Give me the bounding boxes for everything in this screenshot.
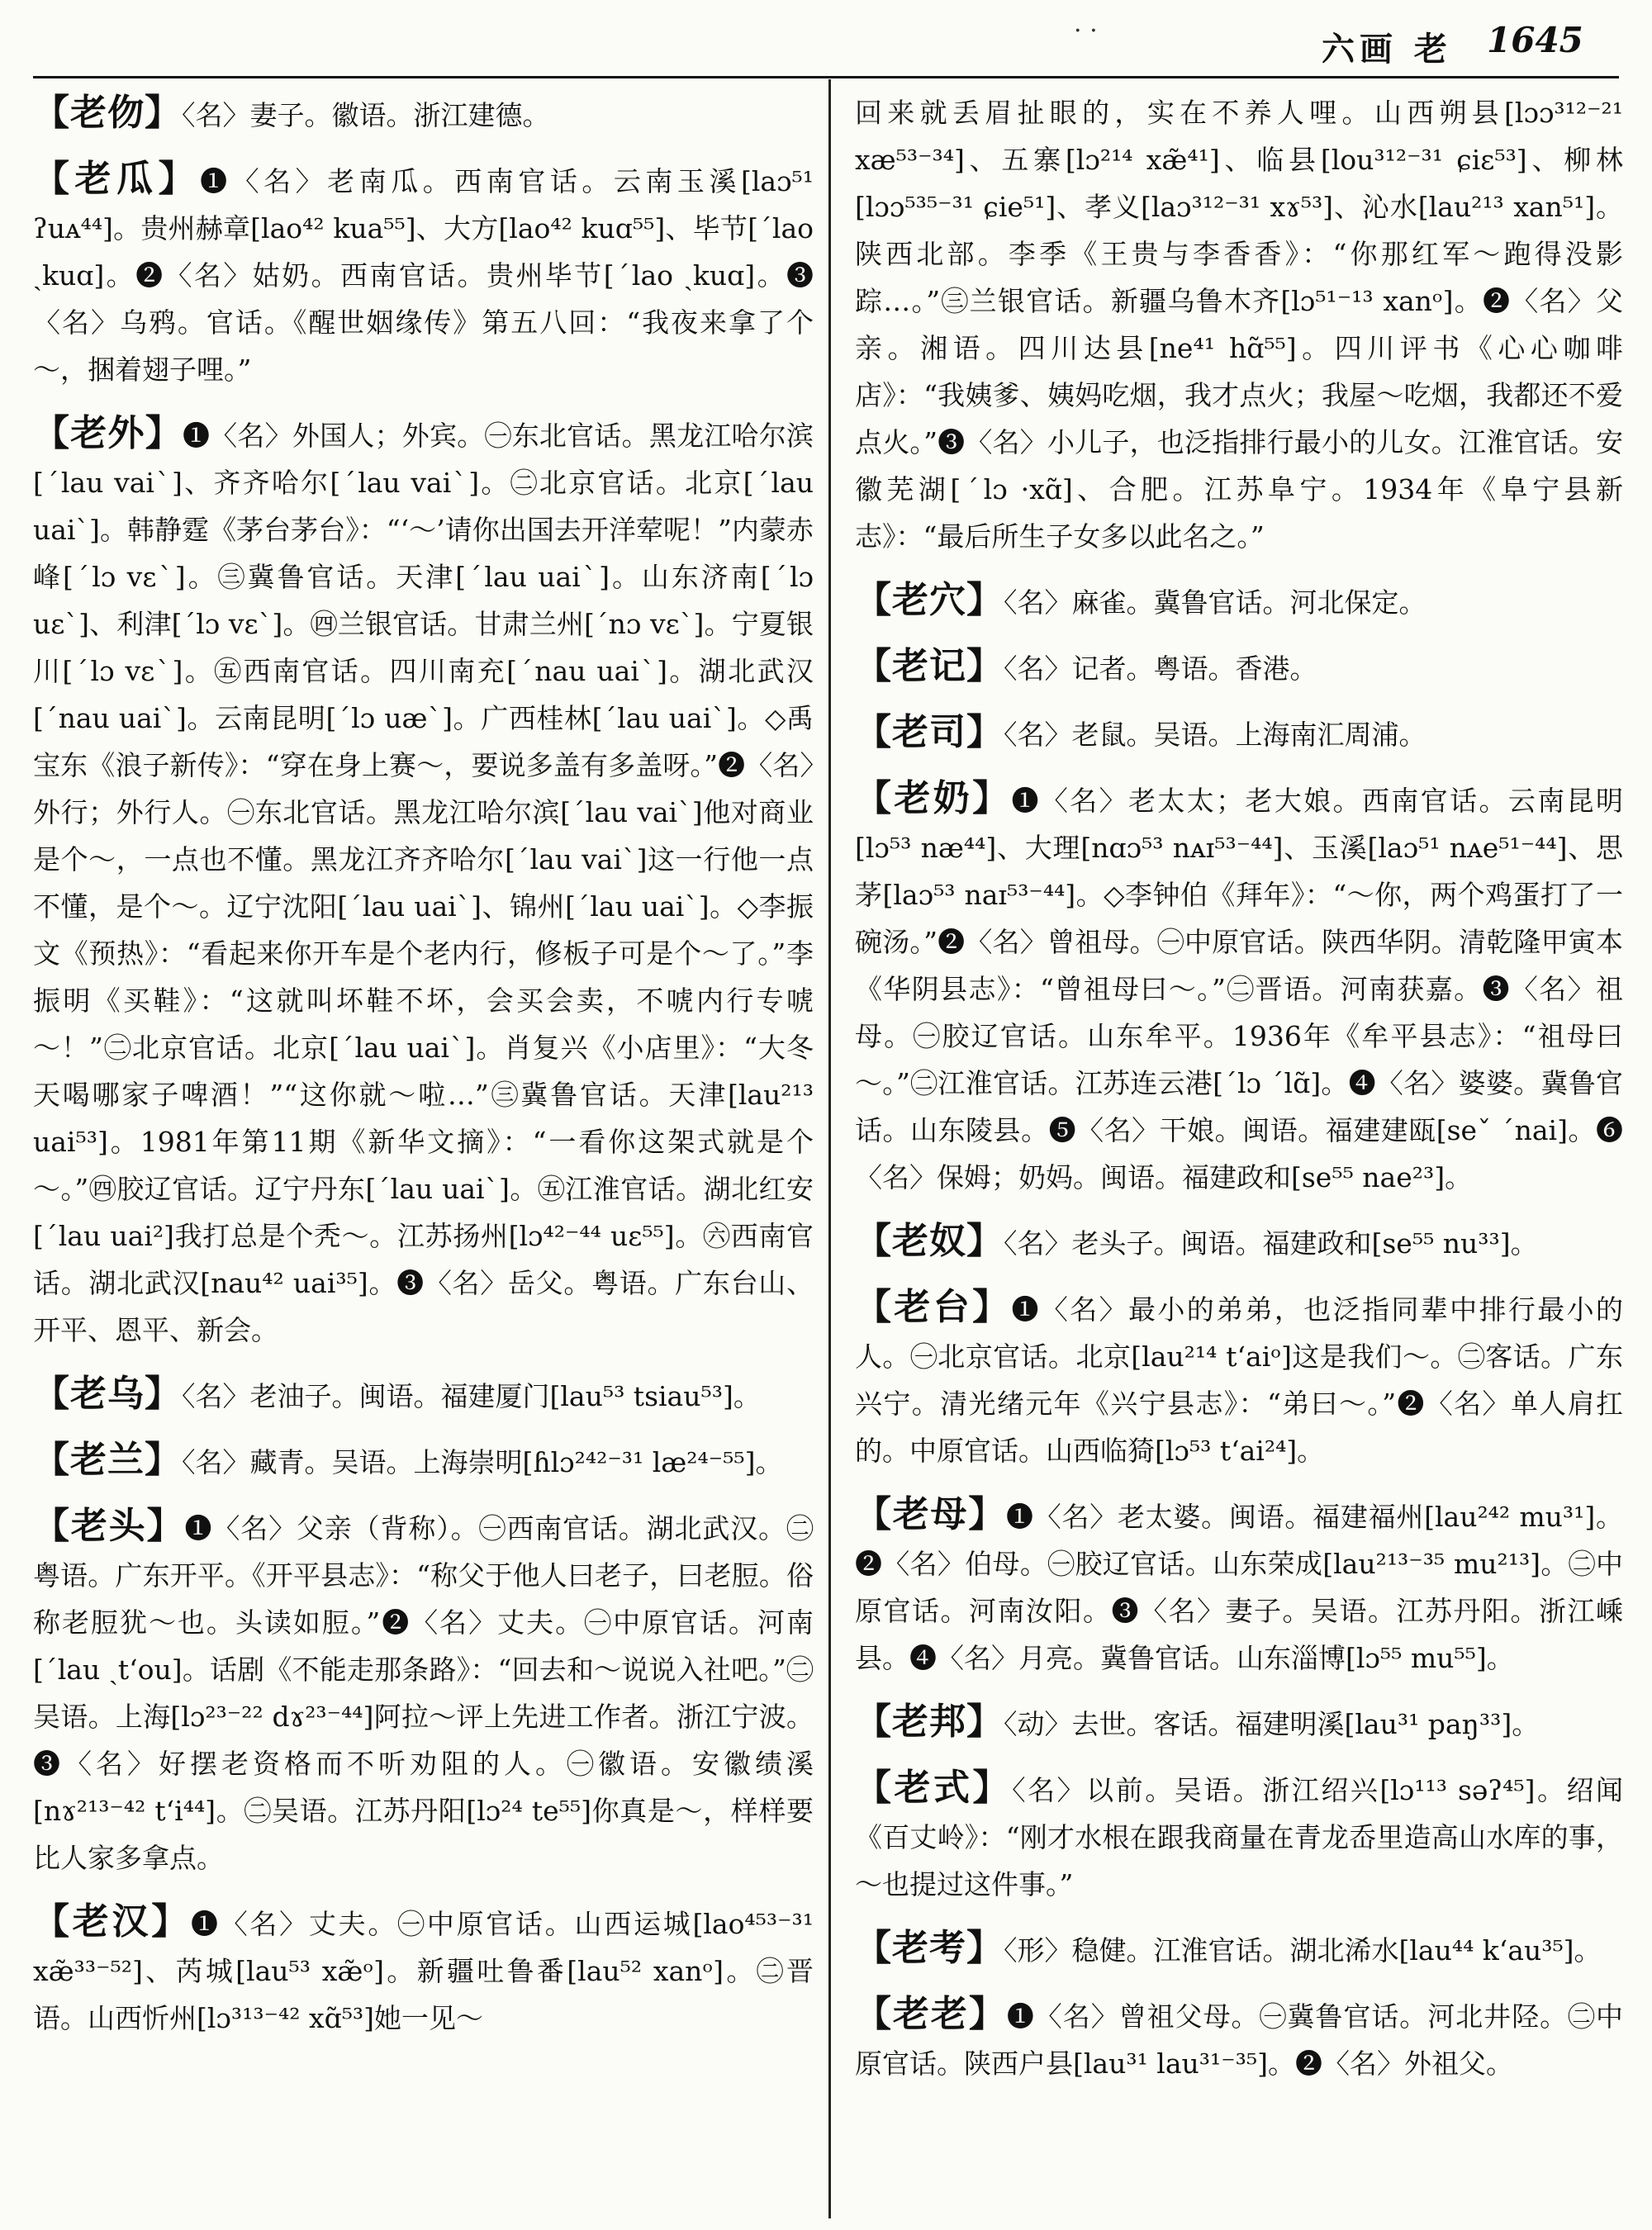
entry-headword: 【老伆】 [33, 92, 182, 134]
entry-headword: 【老式】 [855, 1767, 1013, 1809]
header-marks: · · [1074, 17, 1098, 45]
entry-text: ❶〈名〉外国人；外宾。㊀东北官话。黑龙江哈尔滨[ˊlau vaiˋ]、齐齐哈尔[ˊlau vaiˋ]。㊁北京官话。北京[ˊlau uaiˋ]。韩静霆《茅台茅台》：“‘～’请你出国去开洋荤呢！”内蒙赤峰[ˊlɔ vɛˋ]。㊂冀鲁官话。天津[ˊlau uaiˋ]。山东济南[ˊlɔ uɛˋ]、利津[ˊlɔ vɛˋ]。㊃兰银官话。甘肃兰州[ˊnɔ vɛˋ]。宁夏银川[ˊlɔ vɛˋ]。㊄西南官话。四川南充[ˊnau uaiˋ]。湖北武汉[ˊnau uaiˋ]。云南昆明[ˊlɔ uæˋ]。广西桂林[ˊlau uaiˋ]。◇禹宝东《浪子新传》：“穿在身上赛～，要说多盖有多盖呀。”❷〈名〉外行；外行人。㊀东北官话。黑龙江哈尔滨[ˊlau vaiˋ]他对商业是个～，一点也不懂。黑龙江齐齐哈尔[ˊlau vaiˋ]这一行他一点不懂，是个～。辽宁沈阳[ˊlau uaiˋ]、锦州[ˊlau uaiˋ]。◇李振文《预热》：“看起来你开车是个老内行，修板子可是个～了。”李振明《买鞋》：“这就叫坏鞋不坏，会买会卖，不唬内行专唬～！”㊁北京官话。北京[ˊlau uaiˋ]。肖复兴《小店里》：“大冬天喝哪家子啤酒！”“这你就～啦…”㊂冀鲁官话。天津[lau²¹³ uai⁵³]。1981年第11期《新华文摘》：“一看你这架式就是个～。”㊃胶辽官话。辽宁丹东[ˊlau uaiˋ]。㊄江淮官话。湖北红安[ˊlau uai²]我打总是个秃～。江苏扬州[lɔ⁴²⁻⁴⁴ uɛ⁵⁵]。㊅西南官话。湖北武汉[nau⁴² uai³⁵]。❸〈名〉岳父。粤语。广东台山、开平、恩平、新会。 [33, 420, 814, 1346]
entry-text: ❶〈名〉老南瓜。西南官话。云南玉溪[laɔ⁵¹ ʔuᴀ⁴⁴]。贵州赫章[lao⁴² kua⁵⁵]、大方[lao⁴² kuɑ⁵⁵]、毕节[ˊlao ˎkuɑ]。❷〈名〉姑奶。西南官话。贵州毕节[ˊlao ˎkuɑ]。❸〈名〉乌鸦。官话。《醒世姻缘传》第五八回：“我夜来拿了个～，捆着翅子哩。” [33, 165, 814, 386]
left-column [33, 89, 814, 2058]
dictionary-entry [855, 709, 1623, 758]
entry-headword: 【老外】 [33, 412, 183, 454]
entry-text: ❶〈名〉曾祖父母。㊀冀鲁官话。河北井陉。㊁中原官话。陕西户县[lau³¹ lau³¹⁻³⁵]。❷〈名〉外祖父。 [855, 2000, 1624, 2080]
entry-headword: 【老奶】 [855, 777, 1012, 819]
dictionary-entry [33, 1370, 814, 1420]
entry-headword: 【老老】 [855, 1993, 1007, 2035]
entry-text: ❶〈名〉父亲（背称）。㊀西南官话。湖北武汉。㊁粤语。广东开平。《开平县志》：“称父于他人曰老子，曰老脰。俗称老脰犹～也。头读如脰。”❷〈名〉丈夫。㊀中原官话。河南[ˊlau ˏtʻou]。话剧《不能走那条路》：“回去和～说说入社吧。”㊁吴语。上海[lɔ²³⁻²² dɤ²³⁻⁴⁴]阿拉～评上先进工作者。浙江宁波。❸〈名〉好摆老资格而不听劝阻的人。㊀徽语。安徽绩溪[nɤ²¹³⁻⁴² tʻi⁴⁴]。㊁吴语。江苏丹阳[lɔ²⁴ te⁵⁵]你真是～，样样要比人家多拿点。 [33, 1512, 814, 1874]
entry-headword: 【老奴】 [855, 1220, 1004, 1262]
dictionary-entry [855, 643, 1623, 692]
section-title: 六画 老 [1322, 30, 1452, 69]
right-column [855, 89, 1623, 2104]
entry-text: ❶〈名〉老太婆。闽语。福建福州[lau²⁴² mu³¹]。❷〈名〉伯母。㊀胶辽官话。山东荣成[lau²¹³⁻³⁵ mu²¹³]。㊁中原官话。河南汝阳。❸〈名〉妻子。吴语。江苏丹阳。浙江嵊县。❹〈名〉月亮。冀鲁官话。山东淄博[lɔ⁵⁵ mu⁵⁵]。 [855, 1501, 1623, 1674]
page-header [0, 0, 1652, 83]
dictionary-entry [33, 1502, 814, 1881]
dictionary-entry [33, 89, 814, 139]
entry-headword: 【老司】 [855, 711, 1004, 753]
entry-headword: 【老兰】 [33, 1439, 182, 1481]
dictionary-entry [855, 1990, 1623, 2087]
dictionary-entry [855, 1217, 1623, 1267]
dictionary-entry [855, 1491, 1623, 1682]
dictionary-entry [33, 1436, 814, 1486]
column-divider [828, 79, 831, 2218]
entry-headword: 【老母】 [855, 1493, 1006, 1535]
entry-text: 〈名〉藏青。吴语。上海崇明[ɦlɔ²⁴²⁻³¹ læ²⁴⁻⁵⁵]。 [182, 1446, 783, 1478]
dictionary-entry [855, 775, 1623, 1201]
dictionary-entry [855, 1924, 1623, 1974]
entry-headword: 【老台】 [855, 1286, 1012, 1328]
dictionary-entry [33, 155, 814, 393]
entry-headword: 【老考】 [855, 1927, 1004, 1969]
entry-headword: 【老穴】 [855, 579, 1004, 621]
entry-text: 〈动〉去世。客话。福建明溪[lau³¹ paŋ³³]。 [1004, 1708, 1540, 1740]
dictionary-entry [855, 1283, 1623, 1474]
entry-text: 回来就丢眉扯眼的，实在不养人哩。山西朔县[lɔɔ³¹²⁻²¹ xæ⁵³⁻³⁴]、五寨[lɔ²¹⁴ xæ̃⁴¹]、临县[lou³¹²⁻³¹ ɕiɛ⁵³]、柳林[lɔɔ⁵³⁵⁻³¹ ɕie⁵¹]、孝义[laɔ³¹²⁻³¹ xɤ⁵³]、沁水[lau²¹³ xan⁵¹]。陕西北部。李季《王贵与李香香》：“你那红军～跑得没影踪…。”㊂兰银官话。新疆乌鲁木齐[lɔ⁵¹⁻¹³ xanᵒ]。❷〈名〉父亲。湘语。四川达县[ne⁴¹ hɑ̃⁵⁵]。四川评书《心心咖啡店》：“我姨爹、姨妈吃烟，我才点火；我屋～吃烟，我都还不爱点火。”❸〈名〉小儿子，也泛指排行最小的儿女。江淮官话。安徽芜湖[ˊlɔ ·xɑ̃]、合肥。江苏阜宁。1934年《阜宁县新志》：“最后所生子女多以此名之。” [855, 97, 1623, 553]
page-number: 1645 [1487, 20, 1583, 60]
dictionary-entry [33, 1898, 814, 2042]
entry-text: 〈名〉记者。粤语。香港。 [1004, 652, 1317, 685]
entry-headword: 【老邦】 [855, 1701, 1004, 1743]
entry-text: 〈名〉以前。吴语。浙江绍兴[lɔ¹¹³ səʔ⁴⁵]。绍闻《百丈岭》：“刚才水根在跟我商量在青龙岙里造高山水库的事，～也提过这件事。” [855, 1774, 1624, 1900]
entry-text: 〈形〉稳健。江淮官话。湖北浠水[lau⁴⁴ kʻau³⁵]。 [1004, 1934, 1602, 1967]
entry-headword: 【老记】 [855, 645, 1004, 687]
entry-text: ❶〈名〉最小的弟弟，也泛指同辈中排行最小的人。㊀北京官话。北京[lau²¹⁴ tʻaiᵒ]这是我们～。㊁客话。广东兴宁。清光绪元年《兴宁县志》：“弟曰～。”❷〈名〉单人肩扛的。中原官话。山西临猗[lɔ⁵³ tʻai²⁴]。 [855, 1293, 1623, 1467]
header-rule [33, 76, 1619, 78]
dictionary-entry [855, 1698, 1623, 1748]
dictionary-entry [855, 1764, 1623, 1908]
dictionary-entry-continuation [855, 89, 1623, 560]
entry-headword: 【老头】 [33, 1505, 185, 1547]
dictionary-entry [33, 410, 814, 1354]
entry-headword: 【老乌】 [33, 1373, 182, 1415]
entry-text: ❶〈名〉老太太；老大娘。西南官话。云南昆明[lɔ⁵³ næ⁴⁴]、大理[nɑɔ⁵³ nᴀɪ⁵³⁻⁴⁴]、玉溪[laɔ⁵¹ nᴀe⁵¹⁻⁴⁴]、思茅[laɔ⁵³ naɪ⁵³⁻⁴⁴]。◇李钟伯《拜年》：“～你，两个鸡蛋打了一碗汤。”❷〈名〉曾祖母。㊀中原官话。陕西华阴。清乾隆甲寅本《华阴县志》：“曾祖母曰～。”㊁晋语。河南获嘉。❸〈名〉祖母。㊀胶辽官话。山东牟平。1936年《牟平县志》：“祖母曰～。”㊁江淮官话。江苏连云港[ˊlɔ ˊlɑ̃]。❹〈名〉婆婆。冀鲁官话。山东陵县。❺〈名〉干娘。闽语。福建建瓯[seˇ ˊnai]。❻〈名〉保姆；奶妈。闽语。福建政和[se⁵⁵ nae²³]。 [855, 785, 1623, 1193]
entry-text: 〈名〉老鼠。吴语。上海南汇周浦。 [1004, 719, 1427, 751]
entry-headword: 【老瓜】 [33, 158, 201, 200]
entry-text: 〈名〉老头子。闽语。福建政和[se⁵⁵ nu³³]。 [1004, 1227, 1538, 1260]
entry-headword: 【老汉】 [33, 1900, 191, 1943]
entry-text: 〈名〉老油子。闽语。福建厦门[lau⁵³ tsiau⁵³]。 [182, 1380, 761, 1412]
entry-text: ❶〈名〉丈夫。㊀中原官话。山西运城[lao⁴⁵³⁻³¹ xæ̃³³⁻⁵²]、芮城[lau⁵³ xæ̃ᵒ]。新疆吐鲁番[lau⁵² xanᵒ]。㊁晋语。山西忻州[lɔ³¹³⁻⁴² xɑ̃⁵³]她一见～ [33, 1908, 814, 2034]
dictionary-entry [855, 576, 1623, 626]
entry-text: 〈名〉妻子。徽语。浙江建德。 [182, 99, 550, 131]
entry-text: 〈名〉麻雀。冀鲁官话。河北保定。 [1004, 586, 1427, 619]
